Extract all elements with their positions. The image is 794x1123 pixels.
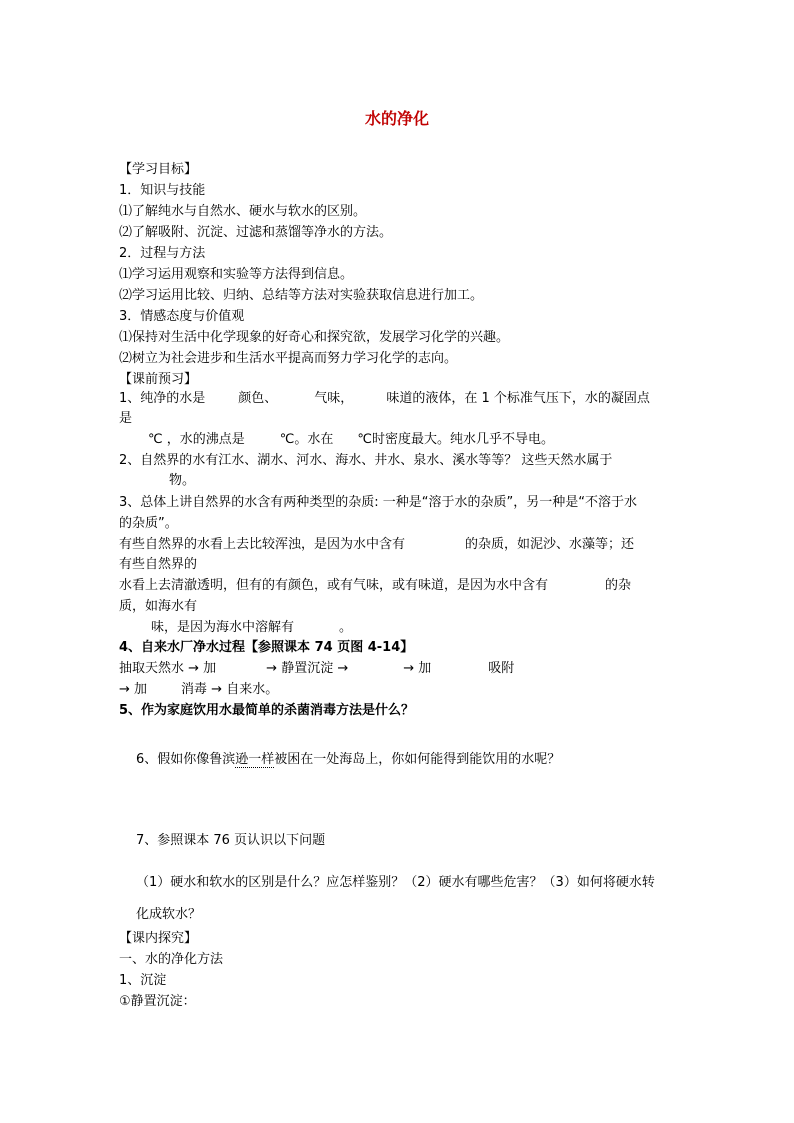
q4-text: 消毒 → 自来水。 <box>181 682 279 697</box>
q3-text: 的杂质，如泥沙、水藻等；还 <box>465 537 635 552</box>
q3-text: 水看上去清澈透明，但有的有颜色，或有气味，或有味道，是因为水中含有 <box>119 578 549 593</box>
q3-text: 味，是因为海水中溶解有 <box>151 620 295 635</box>
question-2-line-1: 2、自然界的水有江水、湖水、河水、海水、井水、泉水、溪水等等？ 这些天然水属于 <box>119 453 613 468</box>
objectives-header: 【学习目标】 <box>119 162 198 177</box>
page-title: 水的净化 <box>364 109 429 128</box>
question-3-line-3 <box>119 536 634 554</box>
question-4-flow-line-2 <box>119 681 278 699</box>
inquiry-line: 1、沉淀 <box>119 973 167 988</box>
q4-text: → 静置沉淀 → <box>266 661 349 676</box>
inquiry-line: 一、水的净化方法 <box>119 952 224 967</box>
objective-line: ⑵树立为社会进步和生活水平提高而努力学习化学的志向。 <box>119 351 458 366</box>
objective-line: ⑵了解吸附、沉淀、过滤和蒸馏等净水的方法。 <box>119 225 393 240</box>
question-1-line-2: 是 <box>119 411 133 426</box>
objective-line: ⑴了解纯水与自然水、硬水与软水的区别。 <box>119 204 367 219</box>
question-7-sub-line-2: 化成软水？ <box>136 907 202 922</box>
q4-text: → 加 <box>119 682 148 697</box>
question-3-line-6: 质，如海水有 <box>119 599 198 614</box>
question-3-line-1: 3、总体上讲自然界的水含有两种类型的杂质: 一种是“溶于水的杂质”，另一种是“不溶于水 <box>119 495 637 510</box>
q1-text: ℃时密度最大。纯水几乎不导电。 <box>357 432 554 447</box>
preview-header: 【课前预习】 <box>119 372 198 387</box>
question-1-line-1 <box>119 390 650 408</box>
question-3-line-5 <box>119 577 631 595</box>
question-3-line-7 <box>119 619 352 637</box>
inquiry-header: 【课内探究】 <box>119 931 198 946</box>
question-7: 7、参照课本 76 页认识以下问题 <box>136 833 326 848</box>
objective-line: ⑵学习运用比较、归纳、总结等方法对实验获取信息进行加工。 <box>119 288 484 303</box>
question-5: 5、作为家庭饮用水最简单的杀菌消毒方法是什么？ <box>119 703 415 718</box>
question-7-sub-line-1: （1）硬水和软水的区别是什么？应怎样鉴别？（2）硬水有哪些危害？（3）如何将硬水转 <box>136 875 655 890</box>
objective-line: 1．知识与技能 <box>119 183 206 198</box>
q4-text: → 加 <box>403 661 432 676</box>
q6-text: 6、假如你像鲁滨 <box>136 752 236 767</box>
q1-text: 气味， <box>314 391 354 406</box>
q3-text: 。 <box>339 620 353 635</box>
q1-text: ℃ ，水的沸点是 <box>148 432 245 447</box>
inquiry-line: ①静置沉淀： <box>119 994 196 1009</box>
q6-text: 被困在一处海岛上，你如何能得到能饮用的水呢？ <box>274 752 561 767</box>
q1-text: 颜色、 <box>238 391 278 406</box>
question-4-flow-line-1 <box>119 660 514 678</box>
question-3-line-2: 的杂质”。 <box>119 516 178 531</box>
question-3-line-4: 有些自然界的 <box>119 557 198 572</box>
q6-text-underlined: 逊一样 <box>235 752 275 767</box>
q3-text: 的杂 <box>605 578 632 593</box>
question-2-line-2: 物。 <box>169 473 196 488</box>
question-6 <box>136 751 560 769</box>
q1-text: 味道的液体，在 1 个标准气压下，水的凝固点 <box>386 391 650 406</box>
objective-line: 2．过程与方法 <box>119 246 206 261</box>
objective-line: 3．情感态度与价值观 <box>119 309 245 324</box>
question-1-line-3 <box>119 431 554 449</box>
objective-line: ⑴学习运用观察和实验等方法得到信息。 <box>119 267 354 282</box>
q1-text: 1、纯净的水是 <box>119 391 206 406</box>
q1-text: ℃。水在 <box>279 432 334 447</box>
objective-line: ⑴保持对生活中化学现象的好奇心和探究欲，发展学习化学的兴趣。 <box>119 330 510 345</box>
q4-text: 抽取天然水 → 加 <box>119 661 217 676</box>
q3-text: 有些自然界的水看上去比较浑浊，是因为水中含有 <box>119 537 406 552</box>
q4-text: 吸附 <box>488 661 515 676</box>
question-4-title: 4、自来水厂净水过程【参照课本 74 页图 4-14】 <box>119 640 414 655</box>
